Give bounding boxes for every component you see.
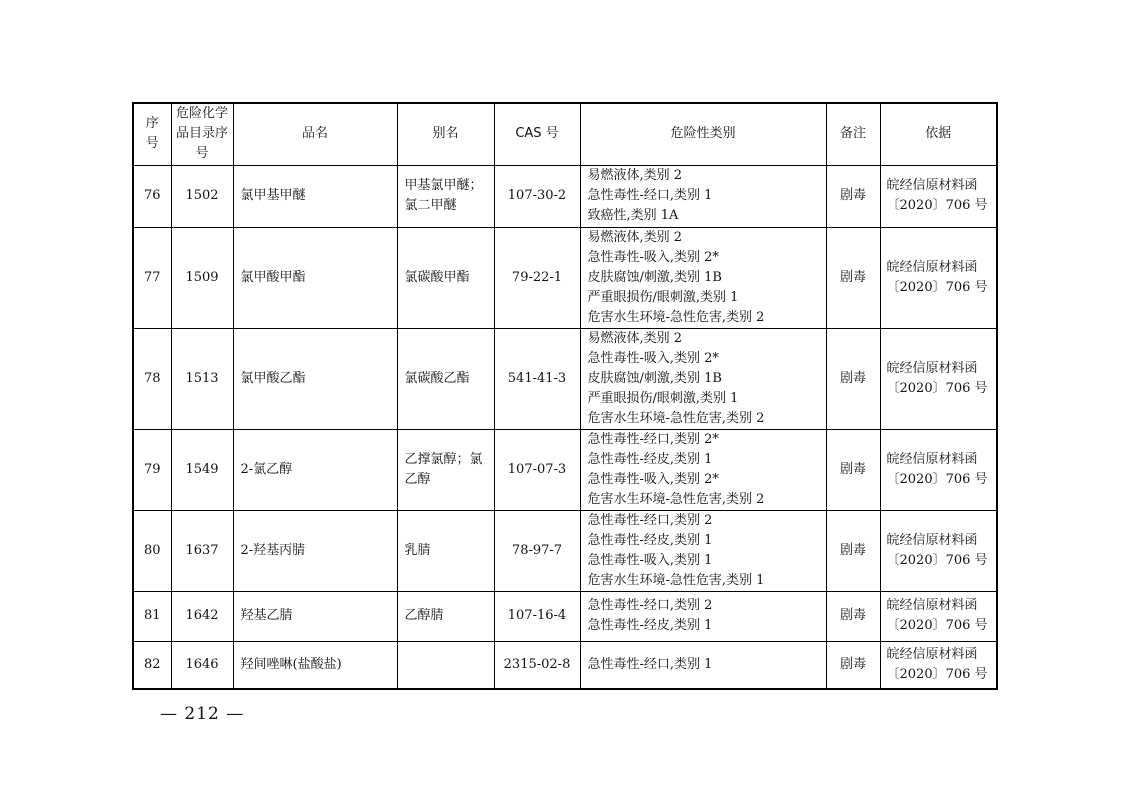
cell-note: 剧毒 <box>826 591 880 641</box>
hazard-line: 致癌性,类别 1A <box>587 208 679 223</box>
cell-catalog: 1646 <box>171 641 233 689</box>
cell-catalog: 1549 <box>171 429 233 510</box>
hazard-line: 急性毒性-吸入,类别 2* <box>587 471 719 487</box>
cell-hazard <box>580 641 826 689</box>
hazard-line: 危害水生环境-急性危害,类别 1 <box>587 572 765 588</box>
basis-line-2: 〔2020〕706 号 <box>886 471 988 487</box>
cell-note: 剧毒 <box>826 641 880 689</box>
cell-cas: 2315-02-8 <box>494 641 580 689</box>
hazard-line: 急性毒性-经皮,类别 1 <box>587 618 713 633</box>
cell-name: 2-氯乙醇 <box>233 429 397 510</box>
cell-note: 剧毒 <box>826 328 880 429</box>
table-row <box>133 429 997 510</box>
basis-line-1: 皖经信原材料函 <box>886 532 978 548</box>
cell-seq: 79 <box>133 429 171 510</box>
cell-alias: 乙醇腈 <box>397 591 494 641</box>
page-number: — 212 — <box>160 704 245 724</box>
basis-line-1: 皖经信原材料函 <box>886 360 978 376</box>
cell-basis <box>880 641 997 689</box>
basis-line-2: 〔2020〕706 号 <box>886 198 988 213</box>
table-row <box>133 641 997 689</box>
cell-seq: 82 <box>133 641 171 689</box>
hazard-line: 急性毒性-经口,类别 1 <box>587 656 713 672</box>
basis-line-2: 〔2020〕706 号 <box>886 380 988 396</box>
cell-name: 氯甲基甲醚 <box>233 165 397 227</box>
basis-line-2: 〔2020〕706 号 <box>886 666 988 682</box>
cell-hazard <box>580 328 826 429</box>
basis-line-2: 〔2020〕706 号 <box>886 618 988 633</box>
hazard-line: 急性毒性-吸入,类别 2* <box>587 350 719 366</box>
cell-alias: 甲基氯甲醚；氯二甲醚 <box>397 165 494 227</box>
cell-name: 羟基乙腈 <box>233 591 397 641</box>
hazard-line: 易燃液体,类别 2 <box>587 168 683 183</box>
hazard-line: 急性毒性-经口,类别 2* <box>587 431 719 447</box>
cell-name: 氯甲酸甲酯 <box>233 227 397 328</box>
hazard-line: 易燃液体,类别 2 <box>587 229 683 245</box>
cell-alias: 氯碳酸甲酯 <box>397 227 494 328</box>
header-cas: CAS 号 <box>494 103 580 165</box>
cell-hazard <box>580 510 826 591</box>
hazard-line: 急性毒性-经口,类别 1 <box>587 188 713 203</box>
cell-name: 羟间唑啉(盐酸盐) <box>233 641 397 689</box>
cell-basis <box>880 227 997 328</box>
table-row <box>133 328 997 429</box>
cell-cas: 541-41-3 <box>494 328 580 429</box>
basis-line-1: 皖经信原材料函 <box>886 451 978 467</box>
cell-hazard <box>580 429 826 510</box>
hazard-line: 严重眼损伤/眼刺激,类别 1 <box>587 390 739 406</box>
table-row <box>133 510 997 591</box>
cell-catalog: 1502 <box>171 165 233 227</box>
cell-seq: 76 <box>133 165 171 227</box>
cell-basis <box>880 591 997 641</box>
cell-seq: 80 <box>133 510 171 591</box>
header-basis: 依据 <box>880 103 997 165</box>
hazard-line: 急性毒性-吸入,类别 2* <box>587 249 719 265</box>
basis-line-1: 皖经信原材料函 <box>886 598 978 613</box>
cell-cas: 79-22-1 <box>494 227 580 328</box>
basis-line-1: 皖经信原材料函 <box>886 646 978 662</box>
hazard-line: 急性毒性-吸入,类别 1 <box>587 552 713 568</box>
basis-line-1: 皖经信原材料函 <box>886 178 978 193</box>
cell-hazard <box>580 165 826 227</box>
header-name: 品名 <box>233 103 397 165</box>
cell-seq: 78 <box>133 328 171 429</box>
cell-alias: 氯碳酸乙酯 <box>397 328 494 429</box>
cell-catalog: 1509 <box>171 227 233 328</box>
basis-line-1: 皖经信原材料函 <box>886 259 978 275</box>
hazard-line: 急性毒性-经皮,类别 1 <box>587 451 713 467</box>
cell-basis <box>880 510 997 591</box>
basis-line-2: 〔2020〕706 号 <box>886 552 988 568</box>
cell-hazard <box>580 227 826 328</box>
cell-note: 剧毒 <box>826 429 880 510</box>
hazard-line: 急性毒性-经口,类别 2 <box>587 512 713 528</box>
header-row <box>133 103 997 165</box>
hazard-line: 急性毒性-经皮,类别 1 <box>587 532 713 548</box>
cell-alias: 乙撑氯醇；氯乙醇 <box>397 429 494 510</box>
table-row <box>133 165 997 227</box>
cell-cas: 107-16-4 <box>494 591 580 641</box>
cell-name: 2-羟基丙腈 <box>233 510 397 591</box>
hazard-line: 急性毒性-经口,类别 2 <box>587 598 713 613</box>
cell-catalog: 1642 <box>171 591 233 641</box>
hazard-line: 皮肤腐蚀/刺激,类别 1B <box>587 370 722 386</box>
cell-cas: 107-07-3 <box>494 429 580 510</box>
cell-name: 氯甲酸乙酯 <box>233 328 397 429</box>
header-catalog: 危险化学品目录序号 <box>171 103 233 165</box>
hazard-line: 严重眼损伤/眼刺激,类别 1 <box>587 289 739 305</box>
cell-basis <box>880 429 997 510</box>
hazardous-chemicals-table <box>132 102 998 690</box>
basis-line-2: 〔2020〕706 号 <box>886 279 988 295</box>
header-alias: 别名 <box>397 103 494 165</box>
hazard-line: 危害水生环境-急性危害,类别 2 <box>587 309 765 325</box>
cell-alias: 乳腈 <box>397 510 494 591</box>
cell-cas: 78-97-7 <box>494 510 580 591</box>
cell-note: 剧毒 <box>826 227 880 328</box>
table-row <box>133 591 997 641</box>
header-hazard: 危险性类别 <box>580 103 826 165</box>
cell-catalog: 1637 <box>171 510 233 591</box>
cell-seq: 81 <box>133 591 171 641</box>
cell-cas: 107-30-2 <box>494 165 580 227</box>
hazard-line: 危害水生环境-急性危害,类别 2 <box>587 410 765 426</box>
cell-seq: 77 <box>133 227 171 328</box>
cell-basis <box>880 328 997 429</box>
cell-alias <box>397 641 494 689</box>
hazard-line: 危害水生环境-急性危害,类别 2 <box>587 491 765 507</box>
header-seq: 序号 <box>133 103 171 165</box>
table-row <box>133 227 997 328</box>
cell-note: 剧毒 <box>826 165 880 227</box>
cell-basis <box>880 165 997 227</box>
cell-hazard <box>580 591 826 641</box>
hazard-line: 易燃液体,类别 2 <box>587 330 683 346</box>
cell-note: 剧毒 <box>826 510 880 591</box>
header-note: 备注 <box>826 103 880 165</box>
hazard-line: 皮肤腐蚀/刺激,类别 1B <box>587 269 722 285</box>
cell-catalog: 1513 <box>171 328 233 429</box>
